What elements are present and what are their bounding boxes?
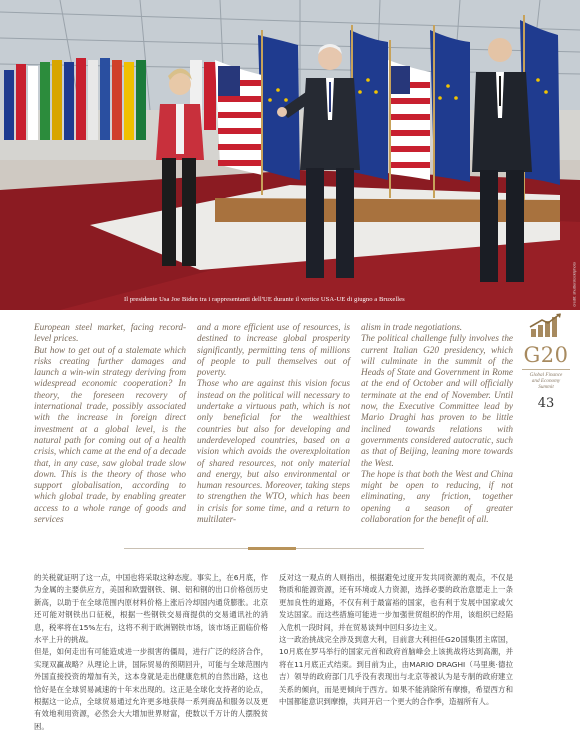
g20-side-logo xyxy=(518,312,574,411)
summit-photo xyxy=(0,0,580,310)
paragraph: 的关税就证明了这一点，中国也将采取这种态度。事实上，在6月底，作为金属的主要供应方，美国和欧盟钢铁、铜、铝和钢的出口价格创历史新高，以助于在全球范围内原材料价格上涨后冷却国内通货膨胀。北京还可能对钢铁出口征税，根据一些钢铁交易商提供的交易通讯社的消息，税率将在15%左右，这将不利于欧洲钢铁市场，该市场正面临价格水平上升的挑战。 xyxy=(34,573,268,645)
page-number: 43 xyxy=(537,396,555,412)
bar-chart-arrow-icon xyxy=(528,312,564,338)
paragraph: European steel market, facing record-level prices. xyxy=(34,322,186,344)
paragraph: 但是，如何走出有可能造成进一步损害的僵局，进行广泛的经济合作，实现双赢战略？从理论上讲，国际贸易的预期回升，可能与全球范围内外国直接投资的增加有关，这本身就是走出健康危机的自然出路，这也恰好是在全球贸易减速的十年末出现的。这正是全球化支持者的论点，根据这一论点，全球贸易通过允许更多地获得一系列商品和服务以及更有效地利用资源，必然会大大增加世界财富，使数以千万计的人摆脱贫困。 xyxy=(34,647,268,731)
chinese-column-2 xyxy=(279,572,513,708)
paragraph: 反对这一观点的人则指出，根据避免过度开发共同资源的观点，不仅是物质和能源资源，还有环境或人力资源，选择必要的政治意愿走上一条更加良性的道路，不仅有利于最富裕的国家，也有利于发展中国家或欠发达国家。而这些措施可能进一步加强世贸组织的作用，该组织已经陷入危机一段时间，并在贸易谈判中回归多边主义。 xyxy=(279,573,513,632)
summit-photo-illustration xyxy=(0,0,580,310)
divider-accent xyxy=(248,547,296,550)
divider xyxy=(522,369,570,370)
g20-subtitle-2: and Economy xyxy=(531,377,561,384)
g20-subtitle-1: Global Finance xyxy=(529,372,563,378)
english-column-3 xyxy=(361,322,513,525)
english-column-1 xyxy=(34,322,186,525)
photo-caption: Il presidente Usa Joe Biden tra i rappresentanti dell'UE durante il vertice USA-UE di giugno a Bruxelles xyxy=(124,296,405,303)
g20-subtitle-3: Summit xyxy=(538,383,554,390)
paragraph: 这一政治挑战完全涉及到意大利，目前意大利担任G20国集团主席国，10月底在罗马举行的国家元首和政府首脑峰会上该挑战将达到高潮，并将在11月底正式结束。到目前为止，由MARIO DRAGHI（马里奥·德拉吉）领导的政府部门几乎没有表现出与北京等被认为是专制的政府建立关系的倾向，而是更倾向于西方。如果不能消除所有摩擦，希望西方和中国都能意识到摩擦，共同开启一个更大的合作季，造福所有人。 xyxy=(279,635,513,707)
paragraph: alism in trade negotiations. xyxy=(361,322,463,332)
paragraph: The hope is that both the West and China might be open to reducing, if not eliminating, any friction, together opening a season of greater collaboration for the benefit of all. xyxy=(361,468,513,525)
paragraph: and a more efficient use of resources, is destined to increase global prosperity significantly, permitting tens of millions of people to pull themselves out of poverty. xyxy=(197,322,350,378)
photo-credit: credit: shutterstock/photo xyxy=(572,262,577,307)
paragraph: Those who are against this vision focus instead on the political will necessary to undertake a virtuous path, which is not only beneficial for the wealthiest countries but also for developing and underdeveloped countries, based on a vision which avoids the overexploitation of shared resources, not only material and energy, but also environmental or human resources. Moreover, taking steps to strengthen the WTO, which has been in crisis for some time, and a return to multilater- xyxy=(197,378,350,525)
paragraph: The political challenge fully involves the current Italian G20 presidency, which will culminate in the summit of the Heads of State and Government in Rome at the end of October and will officially terminate at the end of November. Until now, the Executive Committee lead by Mario Draghi has proven to be little inclined towards relations with governments considered autocratic, such as that of Beijing, leaning more towards the West. xyxy=(361,333,513,468)
section-divider xyxy=(124,547,424,550)
english-column-2 xyxy=(197,322,350,525)
chinese-column-1 xyxy=(34,572,268,733)
paragraph: But how to get out of a stalemate which risks creating further damages and launch a win-win strategy deriving from widespread economic cooperation? In theory, the foreseen recovery of international trade, possibly associated with the increase in foreign direct investment at a global level, is the natural path for coming out of a health crisis, which came at the end of a decade that, in any case, saw global trade slow down. This is the theory of those who support globalisation, according to which global trade, by enabling greater access to a whole range of goods and services xyxy=(34,344,186,525)
g20-title: G20 xyxy=(523,343,569,367)
